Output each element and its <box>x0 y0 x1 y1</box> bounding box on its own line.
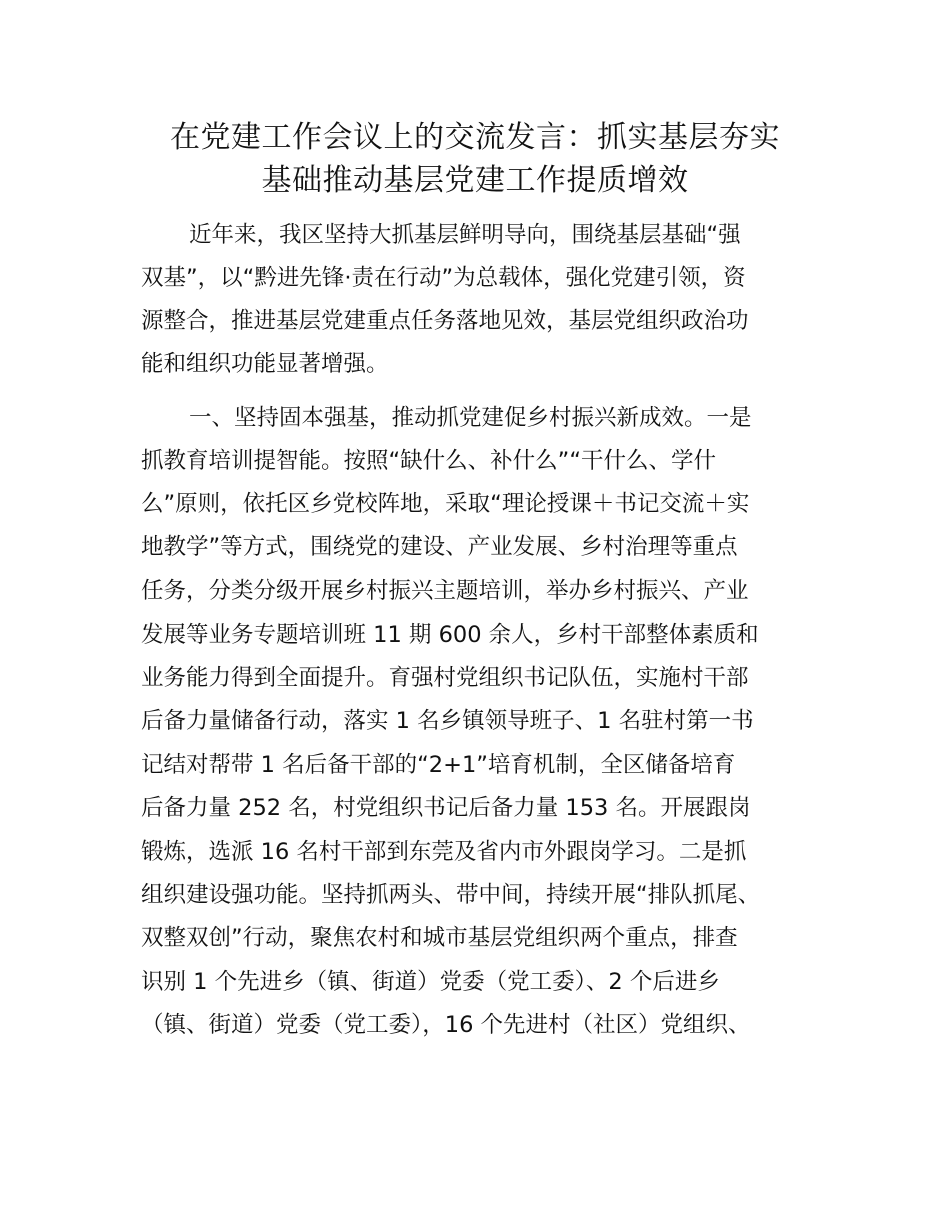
paragraph-2-line-3: 么”原则，依托区乡党校阵地，采取“理论授课＋书记交流＋实 <box>141 491 750 517</box>
paragraph-2-line-14: 识别 1 个先进乡（镇、街道）党委（党工委）、2 个后进乡 <box>141 969 720 995</box>
document-title-line-2: 基础推动基层党建工作提质增效 <box>261 163 689 198</box>
document-title-line-1: 在党建工作会议上的交流发言：抓实基层夯实 <box>170 120 780 155</box>
paragraph-2-line-8: 后备力量储备行动，落实 1 名乡镇领导班子、1 名驻村第一书 <box>141 708 754 734</box>
paragraph-2-line-4: 地教学”等方式，围绕党的建设、产业发展、乡村治理等重点 <box>141 534 738 560</box>
paragraph-1-line-3: 源整合，推进基层党建重点任务落地见效，基层党组织政治功 <box>141 308 749 334</box>
paragraph-2-line-7: 业务能力得到全面提升。育强村党组织书记队伍，实施村干部 <box>141 665 749 691</box>
paragraph-2-line-1: 一、坚持固本强基，推动抓党建促乡村振兴新成效。一是 <box>189 405 752 431</box>
paragraph-2-line-6: 发展等业务专题培训班 11 期 600 余人，乡村干部整体素质和 <box>141 622 759 648</box>
paragraph-1-line-4: 能和组织功能显著增强。 <box>141 351 389 377</box>
paragraph-1-line-2: 双基”，以“黔进先锋·责在行动”为总载体，强化党建引领，资 <box>141 265 746 291</box>
paragraph-2-line-9: 记结对帮带 1 名后备干部的“2+1”培育机制，全区储备培育 <box>141 752 736 778</box>
paragraph-2-line-11: 锻炼，选派 16 名村干部到东莞及省内市外跟岗学习。二是抓 <box>141 839 747 865</box>
paragraph-2-line-12: 组织建设强功能。坚持抓两头、带中间，持续开展“排队抓尾、 <box>141 882 761 908</box>
paragraph-1-line-1: 近年来，我区坚持大抓基层鲜明导向，围绕基层基础“强 <box>189 222 741 248</box>
paragraph-2-line-13: 双整双创”行动，聚焦农村和城市基层党组织两个重点，排查 <box>141 925 738 951</box>
paragraph-2-line-10: 后备力量 252 名，村党组织书记后备力量 153 名。开展跟岗 <box>141 795 751 821</box>
paragraph-2-line-5: 任务，分类分级开展乡村振兴主题培训，举办乡村振兴、产业 <box>141 578 749 604</box>
paragraph-2-line-15: （镇、街道）党委（党工委），16 个先进村（社区）党组织、 <box>141 1012 751 1038</box>
paragraph-2-line-2: 抓教育培训提智能。按照“缺什么、补什么”“干什么、学什 <box>141 448 716 474</box>
